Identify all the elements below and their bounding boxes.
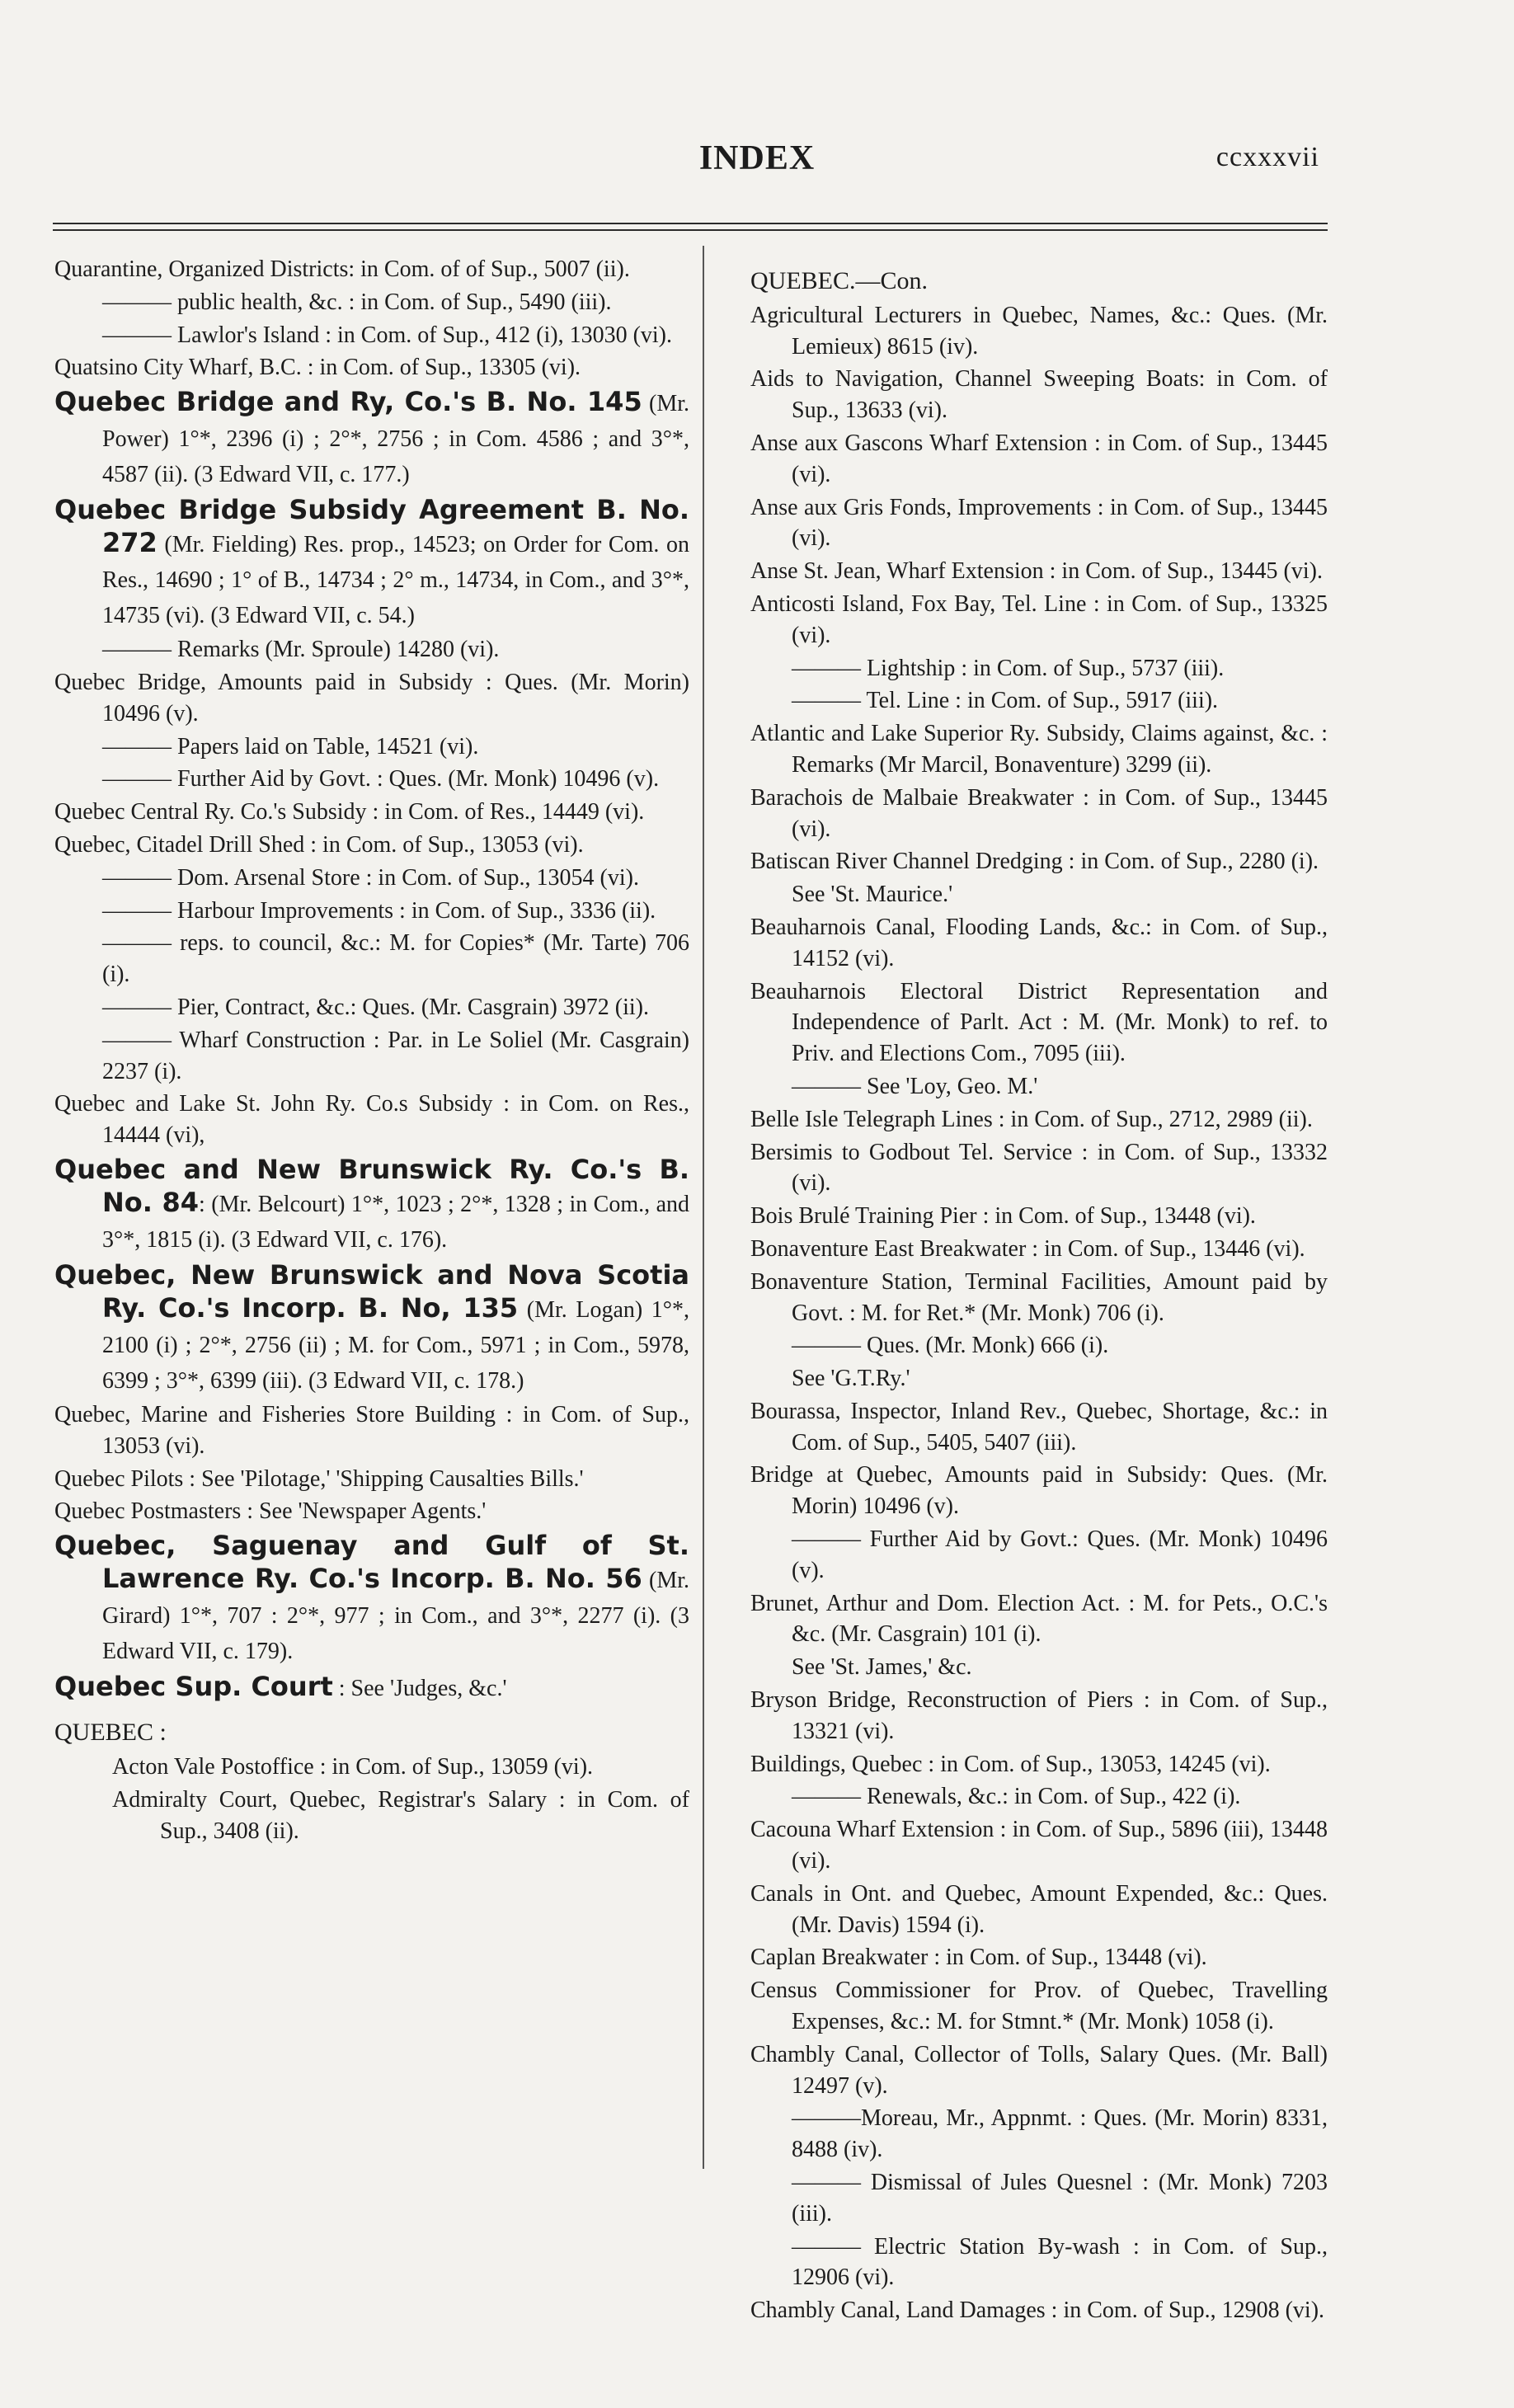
sub-entry: ———Moreau, Mr., Appnmt. : Ques. (Mr. Morin) 8331, 8488 (iv). <box>792 2105 1328 2163</box>
bill-title: Quebec and New Brunswick Ry. Co.'s B. No. 84 <box>54 1153 689 1218</box>
index-entry: Quarantine, Organized Districts: in Com. of of Sup., 5007 (ii). <box>54 256 630 282</box>
bill-entry <box>54 1153 689 1257</box>
index-entry: Belle Isle Telegraph Lines : in Com. of Sup., 2712, 2989 (ii). <box>750 1106 1313 1132</box>
index-entry: Bersimis to Godbout Tel. Service : in Com. of Sup., 13332 (vi). <box>750 1139 1328 1197</box>
sub-entry: ——— Lawlor's Island : in Com. of Sup., 412 (i), 13030 (vi). <box>102 322 672 348</box>
sub-entry: ——— Dismissal of Jules Quesnel : (Mr. Monk) 7203 (iii). <box>792 2170 1328 2227</box>
sub-entry: ——— See 'Loy, Geo. M.' <box>792 1073 1038 1099</box>
bill-entry <box>54 493 689 633</box>
sub-entry: ——— Harbour Improvements : in Com. of Sup., 3336 (ii). <box>102 897 656 924</box>
sub-entry: ——— public health, &c. : in Com. of Sup., 5490 (iii). <box>102 289 612 315</box>
column-divider <box>703 246 704 2169</box>
section-heading: QUEBEC.—Con. <box>750 267 929 294</box>
header-rule-top <box>53 223 1328 224</box>
sub-entry: See 'St. James,' &c. <box>792 1654 972 1681</box>
index-entry: Quebec, Marine and Fisheries Store Building : in Com. of Sup., 13053 (vi). <box>54 1401 689 1459</box>
bill-title: Quebec Bridge Subsidy Agreement B. No. 272 <box>54 494 689 559</box>
sub-entry: ——— Lightship : in Com. of Sup., 5737 (iii). <box>792 655 1225 681</box>
bill-entry <box>54 1529 689 1668</box>
sub-entry: ——— Papers laid on Table, 14521 (vi). <box>102 733 479 760</box>
section-heading: QUEBEC : <box>54 1719 167 1747</box>
index-entry: Anse St. Jean, Wharf Extension : in Com. of Sup., 13445 (vi). <box>750 558 1323 585</box>
index-entry: Chambly Canal, Land Damages : in Com. of Sup., 12908 (vi). <box>750 2297 1325 2324</box>
bill-title: Quebec Bridge and Ry, Co.'s B. No. 145 <box>54 386 642 418</box>
index-entry: Buildings, Quebec : in Com. of Sup., 13053, 14245 (vi). <box>750 1751 1271 1777</box>
bill-title: Quebec Sup. Court <box>54 1671 333 1703</box>
bill-entry <box>54 385 689 491</box>
bill-details: : (Mr. Belcourt) 1°*, 1023 ; 2°*, 1328 ; in Com., and 3°*, 1815 (i). (3 Edward VII, c. 176). <box>102 1191 690 1253</box>
sub-entry: ——— Renewals, &c.: in Com. of Sup., 422 (i). <box>792 1784 1241 1810</box>
bill-entry <box>54 1258 689 1398</box>
bill-details: : See 'Judges, &c.' <box>332 1676 507 1702</box>
index-entry: Bryson Bridge, Reconstruction of Piers : in Com. of Sup., 13321 (vi). <box>750 1687 1328 1744</box>
left-column <box>54 254 689 1848</box>
index-entry: Bonaventure East Breakwater : in Com. of Sup., 13446 (vi). <box>750 1235 1305 1262</box>
index-entry: Bridge at Quebec, Amounts paid in Subsidy: Ques. (Mr. Morin) 10496 (v). <box>750 1462 1328 1520</box>
index-entry: Quebec Central Ry. Co.'s Subsidy : in Com. of Res., 14449 (vi). <box>54 799 645 825</box>
bill-details: (Mr. Fielding) Res. prop., 14523; on Order for Com. on Res., 14690 ; 1° of B., 14734 ; 2° m., 14734, in Com., and 3°*, 14735 (vi). (3 Edward VII, c. 54.) <box>102 532 689 629</box>
page-number: ccxxxvii <box>1215 142 1319 172</box>
index-entry: Quebec, Citadel Drill Shed : in Com. of Sup., 13053 (vi). <box>54 831 584 858</box>
sub-entry: See 'St. Maurice.' <box>792 882 953 908</box>
sub-entry: ——— Remarks (Mr. Sproule) 14280 (vi). <box>102 637 500 663</box>
sub-entry: ——— Further Aid by Govt. : Ques. (Mr. Monk) 10496 (v). <box>102 766 660 792</box>
index-entry: Bourassa, Inspector, Inland Rev., Quebec, Shortage, &c.: in Com. of Sup., 5405, 5407 (iii). <box>750 1398 1328 1456</box>
index-entry: Acton Vale Postoffice : in Com. of Sup., 13059 (vi). <box>112 1753 594 1780</box>
sub-entry: ——— Ques. (Mr. Monk) 666 (i). <box>792 1333 1109 1359</box>
sub-entry: ——— Wharf Construction : Par. in Le Soliel (Mr. Casgrain) 2237 (i). <box>102 1027 689 1084</box>
sub-entry: ——— Dom. Arsenal Store : in Com. of Sup., 13054 (vi). <box>102 864 639 891</box>
sub-entry: ——— Tel. Line : in Com. of Sup., 5917 (iii). <box>792 688 1219 714</box>
sub-entry: See 'G.T.Ry.' <box>792 1366 910 1392</box>
index-entry: Census Commissioner for Prov. of Quebec, Travelling Expenses, &c.: M. for Stmnt.* (Mr. Monk) 1058 (i). <box>750 1978 1328 2035</box>
index-entry: Beauharnois Electoral District Representation and Independence of Parlt. Act : M. (Mr. Monk) to ref. to Priv. and Elections Com., 7095 (iii). <box>750 978 1328 1067</box>
index-entry: Admiralty Court, Quebec, Registrar's Salary : in Com. of Sup., 3408 (ii). <box>112 1786 689 1844</box>
index-entry: Agricultural Lecturers in Quebec, Names, &c.: Ques. (Mr. Lemieux) 8615 (iv). <box>750 302 1328 360</box>
sub-entry: ——— Pier, Contract, &c.: Ques. (Mr. Casgrain) 3972 (ii). <box>102 994 649 1020</box>
bill-title: Quebec, New Brunswick and Nova Scotia Ry. Co.'s Incorp. B. No, 135 <box>54 1258 689 1324</box>
bill-entry <box>54 1670 689 1705</box>
index-entry: Quebec Pilots : See 'Pilotage,' 'Shipping Causalties Bills.' <box>54 1465 584 1492</box>
index-entry: Anse aux Gris Fonds, Improvements : in Com. of Sup., 13445 (vi). <box>750 494 1328 552</box>
index-entry: Anticosti Island, Fox Bay, Tel. Line : in Com. of Sup., 13325 (vi). <box>750 590 1328 648</box>
bill-title: Quebec, Saguenay and Gulf of St. Lawrence Ry. Co.'s Incorp. B. No. 56 <box>54 1530 689 1595</box>
index-entry: Bois Brulé Training Pier : in Com. of Sup., 13448 (vi). <box>750 1203 1256 1230</box>
index-entry: Quebec and Lake St. John Ry. Co.s Subsidy : in Com. on Res., 14444 (vi), <box>54 1091 689 1149</box>
index-entry: Atlantic and Lake Superior Ry. Subsidy, Claims against, &c. : Remarks (Mr Marcil, Bonaventure) 3299 (ii). <box>750 721 1328 778</box>
bill-details: (Mr. Power) 1°*, 2396 (i) ; 2°*, 2756 ; in Com. 4586 ; and 3°*, 4587 (ii). (3 Edward VII, c. 177.) <box>102 391 690 488</box>
index-entry: Caplan Breakwater : in Com. of Sup., 13448 (vi). <box>750 1945 1207 1971</box>
index-entry: Cacouna Wharf Extension : in Com. of Sup., 5896 (iii), 13448 (vi). <box>750 1817 1328 1874</box>
sub-entry: ——— Further Aid by Govt.: Ques. (Mr. Monk) 10496 (v). <box>792 1526 1328 1583</box>
index-entry: Batiscan River Channel Dredging : in Com. of Sup., 2280 (i). <box>750 849 1319 875</box>
index-entry: Quebec Bridge, Amounts paid in Subsidy : Ques. (Mr. Morin) 10496 (v). <box>54 669 689 727</box>
index-entry: Anse aux Gascons Wharf Extension : in Com. of Sup., 13445 (vi). <box>750 430 1328 487</box>
right-column <box>750 254 1328 2328</box>
bill-details: (Mr. Logan) 1°*, 2100 (i) ; 2°*, 2756 (ii) ; M. for Com., 5971 ; in Com., 5978, 6399 ; 3°*, 6399 (iii). (3 Edward VII, c. 178.) <box>102 1296 689 1394</box>
sub-entry: ——— Electric Station By-wash : in Com. of Sup., 12906 (vi). <box>792 2233 1328 2291</box>
index-entry: Chambly Canal, Collector of Tolls, Salary Ques. (Mr. Ball) 12497 (v). <box>750 2041 1328 2099</box>
index-entry: Quebec Postmasters : See 'Newspaper Agents.' <box>54 1498 487 1525</box>
sub-entry: ——— reps. to council, &c.: M. for Copies* (Mr. Tarte) 706 (i). <box>102 930 689 988</box>
index-entry: Canals in Ont. and Quebec, Amount Expended, &c.: Ques. (Mr. Davis) 1594 (i). <box>750 1880 1328 1938</box>
index-entry: Aids to Navigation, Channel Sweeping Boats: in Com. of Sup., 13633 (vi). <box>750 366 1328 424</box>
index-entry: Bonaventure Station, Terminal Facilities, Amount paid by Govt. : M. for Ret.* (Mr. Monk) 706 (i). <box>750 1268 1328 1326</box>
index-entry: Barachois de Malbaie Breakwater : in Com. of Sup., 13445 (vi). <box>750 784 1328 842</box>
index-entry: Brunet, Arthur and Dom. Election Act. : M. for Pets., O.C.'s &c. (Mr. Casgrain) 101 (i). <box>750 1590 1328 1648</box>
header-rule-bottom <box>53 229 1328 231</box>
index-entry: Quatsino City Wharf, B.C. : in Com. of Sup., 13305 (vi). <box>54 355 581 381</box>
index-entry: Beauharnois Canal, Flooding Lands, &c.: in Com. of Sup., 14152 (vi). <box>750 914 1328 971</box>
bill-details: (Mr. Girard) 1°*, 707 : 2°*, 977 ; in Com., and 3°*, 2277 (i). (3 Edward VII, c. 179). <box>102 1568 690 1665</box>
index-title: INDEX <box>698 139 816 177</box>
